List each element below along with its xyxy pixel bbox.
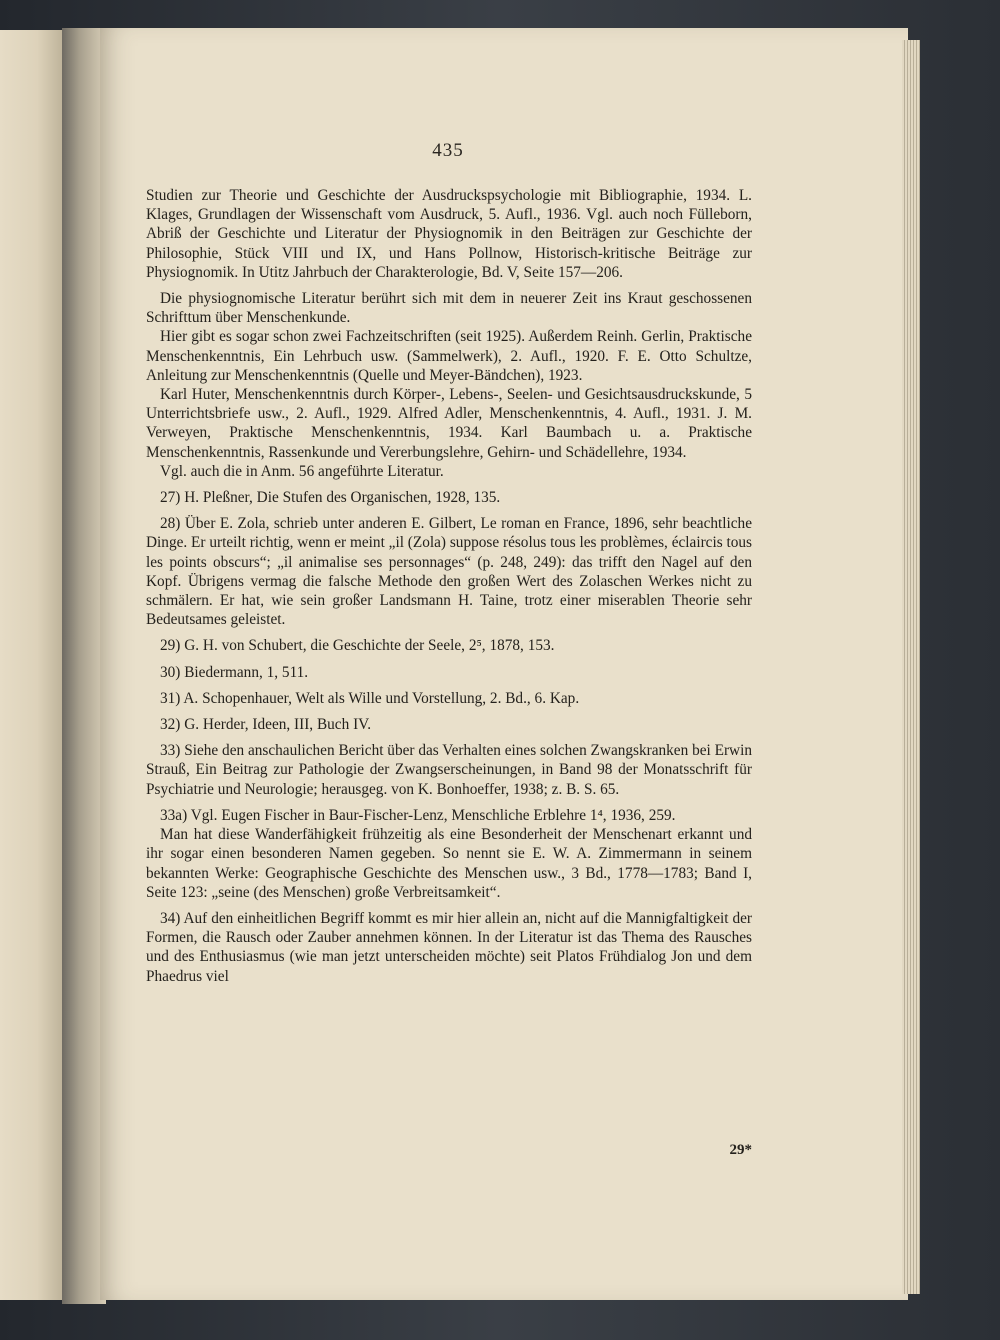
footnote-27: 27) H. Pleßner, Die Stufen des Organischen, 1928, 135.: [160, 489, 501, 507]
paragraph-huter: Karl Huter, Menschenkenntnis durch Körper-, Lebens-, Seelen- und Gesichtsausdruckskunde, 5 Unterrichtsbriefe usw., 2. Aufl., 1929. Alfred Adler, Menschenkenntnis, 4. Aufl., 1931. J. M. Verweyen, Praktische Menschenkenntnis, 1934. Karl Baumbach u. a. Praktische Menschenkenntnis, Rassenkunde und Vererbungslehre, Gehirn- und Schädellehre, 1934.: [146, 386, 752, 461]
paragraph-studien: Studien zur Theorie und Geschichte der Ausdruckspsychologie mit Bibliographie, 1934. L. Klages, Grundlagen der Wissenschaft vom Ausdruck, 5. Aufl., 1936. Vgl. auch noch Fülleborn, Abriß der Geschichte und Literatur der Physiognomik in den Beiträgen zur Geschichte der Philosophie, Stück VIII und IX, und Hans Pollnow, Historisch-kritische Beiträge zur Physiognomik. In Utitz Jahrbuch der Charakterologie, Bd. V, Seite 157—206.: [146, 187, 752, 281]
footnote-29: 29) G. H. von Schubert, die Geschichte der Seele, 2⁵, 1878, 153.: [160, 637, 555, 655]
footnote-28: 28) Über E. Zola, schrieb unter anderen E. Gilbert, Le roman en France, 1896, sehr beachtliche Dinge. Er urteilt richtig, wenn er meint „il (Zola) suppose résolus tous les problèmes, éclaircis tous les points obscurs“; „il animalise ses personnages“ (p. 248, 249): das trifft den Nagel auf den Kopf. Übrigens vermag die falsche Methode den großen Wert des Zolaschen Werkes nicht zu schmälern. Er hat, wie sein großer Landsmann H. Taine, trotz einer miserablen Theorie sehr Bedeutsames geleistet.: [146, 515, 752, 629]
footnote-34: 34) Auf den einheitlichen Begriff kommt es mir hier allein an, nicht auf die Mannigfaltigkeit der Formen, die Rausch oder Zauber annehmen können. In der Literatur ist das Thema des Rausches und des Enthusiasmus (wie man jetzt unterscheiden möchte) seit Platos Frühdialog Jon und dem Phaedrus viel: [146, 909, 752, 985]
footnote-32: 32) G. Herder, Ideen, III, Buch IV.: [160, 716, 372, 734]
footnote-33: 33) Siehe den anschaulichen Bericht über das Verhalten eines solchen Zwangskranken bei Erwin Strauß, Ein Beitrag zur Pathologie der Zwangserscheinungen, in Band 98 der Monatsschrift für Psychiatrie und Neurologie; herausgeg. von K. Bonhoeffer, 1938; z. B. S. 65.: [146, 742, 752, 798]
facing-page-edge: [0, 30, 64, 1300]
signature-mark: 29*: [729, 1142, 752, 1158]
footnote-30: 30) Biedermann, 1, 511.: [160, 663, 309, 681]
paragraph-wanderfaehigkeit: Man hat diese Wanderfähigkeit frühzeitig als eine Besonderheit der Menschenart erkannt und ihr sogar einen besonderen Namen gegeben. So nennt sie E. W. A. Zimmermann in seinem bekannten Werke: Geographische Geschichte des Menschen usw., 3 Bd., 1778—1783; Band I, Seite 123: „seine (des Menschen) große Verbreitsamkeit“.: [146, 826, 752, 901]
page-text: [146, 186, 752, 993]
paragraph-physiognomische: Die physiognomische Literatur berührt sich mit dem in neuerer Zeit ins Kraut geschossenen Schrifttum über Menschenkunde.: [146, 290, 752, 327]
footnote-31: 31) A. Schopenhauer, Welt als Wille und Vorstellung, 2. Bd., 6. Kap.: [160, 689, 580, 707]
footnote-33a: 33a) Vgl. Eugen Fischer in Baur-Fischer-Lenz, Menschliche Erblehre 1⁴, 1936, 259.: [160, 806, 676, 824]
page-stack-edges: [902, 40, 920, 1294]
paragraph-vgl-anm: Vgl. auch die in Anm. 56 angeführte Literatur.: [160, 462, 444, 480]
paragraph-fachzeitschriften: Hier gibt es sogar schon zwei Fachzeitschriften (seit 1925). Außerdem Reinh. Gerlin, Praktische Menschenkenntnis, Ein Lehrbuch usw. (Sammelwerk), 2. Aufl., 1920. F. E. Otto Schultze, Anleitung zur Menschenkenntnis (Quelle und Meyer-Bändchen), 1923.: [146, 328, 752, 384]
page-number: 435: [432, 140, 464, 161]
